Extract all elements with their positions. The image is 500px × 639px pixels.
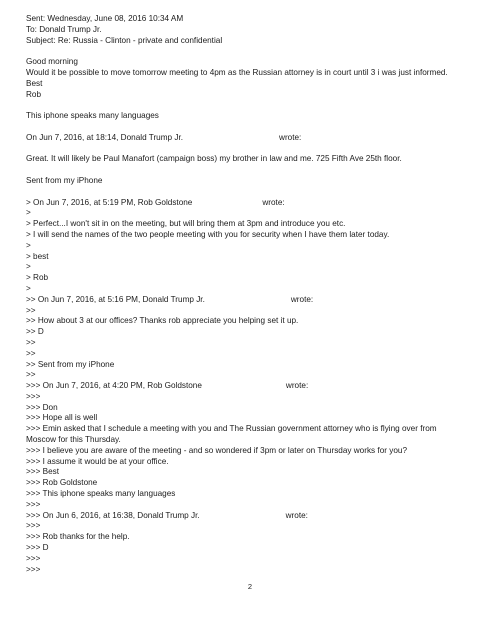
quote3-emin-cont: Moscow for this Thursday. (26, 435, 121, 445)
quote3-blank: >>> (26, 499, 41, 509)
quote3-signature: >>> This iphone speaks many languages (26, 489, 176, 499)
quote3-best: >>> Best (26, 467, 60, 477)
quote1-blank: > (26, 208, 31, 218)
quote4-intro-wrote: wrote: (285, 510, 308, 520)
quote4-d: >>> D (26, 543, 49, 553)
to-line: To: Donald Trump Jr. (26, 24, 102, 34)
email-document (26, 14, 486, 575)
quote3-hope: >>> Hope all is well (26, 413, 98, 423)
reply-intro-wrote: wrote: (279, 132, 302, 142)
reply-intro-text: On Jun 7, 2016, at 18:14, Donald Trump Jr. (26, 132, 184, 142)
quote2-intro-wrote: wrote: (290, 294, 314, 304)
quote2-blank: >> (26, 337, 36, 347)
quote1-intro-wrote: wrote: (262, 197, 285, 207)
quote3-intro-wrote: wrote: (285, 381, 309, 391)
sent-line: Sent: Wednesday, June 08, 2016 10:34 AM (26, 14, 184, 23)
quote3-emin: >>> Emin asked that I schedule a meeting with you and The Russian government attorney who is flying over from (26, 424, 437, 434)
quote3-believe: >>> I believe you are aware of the meeting - and so wondered if 3pm or later on Thursday works for you? (26, 445, 408, 455)
reply-intro (26, 133, 486, 144)
quote1-rob: > Rob (26, 273, 49, 283)
quote4-blank: >>> (26, 553, 41, 563)
quote4-intro (26, 511, 486, 522)
quote4-intro-text: >>> On Jun 6, 2016, at 16:38, Donald Trump Jr. (26, 510, 200, 520)
quote4-thanks: >>> Rob thanks for the help. (26, 532, 130, 542)
quote4-blank: >>> (26, 564, 41, 574)
quote3-intro-text: >>> On Jun 7, 2016, at 4:20 PM, Rob Goldstone (26, 381, 202, 391)
quote3-assume: >>> I assume it would be at your office. (26, 456, 169, 466)
quote2-blank: >> (26, 370, 36, 380)
quote1-intro (26, 198, 486, 209)
quote1-blank: > (26, 240, 31, 250)
reply-sent-from: Sent from my iPhone (26, 175, 103, 185)
device-signature: This iphone speaks many languages (26, 111, 159, 121)
subject-line: Subject: Re: Russia - Clinton - private and confidential (26, 35, 223, 45)
quote4-blank: >>> (26, 521, 41, 531)
quote3-blank: >>> (26, 391, 41, 401)
reply-text: Great. It will likely be Paul Manafort (campaign boss) my brother in law and me. 725 Fifth Ave 25th floor. (26, 154, 402, 164)
quote3-rob: >>> Rob Goldstone (26, 478, 98, 488)
quote3-don: >>> Don (26, 402, 58, 412)
quote1-line: > Perfect...I won't sit in on the meeting, but will bring them at 3pm and introduce you etc. (26, 219, 346, 229)
quote2-d: >> D (26, 327, 44, 337)
quote1-line: > I will send the names of the two people meeting with you for security when I have them later today. (26, 229, 390, 239)
quote2-intro-text: >> On Jun 7, 2016, at 5:16 PM, Donald Trump Jr. (26, 294, 205, 304)
quote1-best: > best (26, 251, 49, 261)
quote1-blank: > (26, 262, 31, 272)
quote2-blank: >> (26, 348, 36, 358)
page-number: 2 (247, 582, 253, 591)
closing-signature-name: Rob (26, 89, 42, 99)
quote2-blank: >> (26, 305, 36, 315)
quote2-text: >> How about 3 at our offices? Thanks rob appreciate you helping set it up. (26, 316, 299, 326)
quote3-intro (26, 381, 486, 392)
greeting: Good morning (26, 57, 78, 67)
quote1-intro-text: > On Jun 7, 2016, at 5:19 PM, Rob Goldstone (26, 197, 193, 207)
closing-best: Best (26, 78, 43, 88)
quote2-sent-from: >> Sent from my iPhone (26, 359, 115, 369)
quote2-intro (26, 295, 486, 306)
quote1-blank: > (26, 283, 31, 293)
request-text: Would it be possible to move tomorrow meeting to 4pm as the Russian attorney is in court until 3 i was just informed. (26, 67, 448, 77)
